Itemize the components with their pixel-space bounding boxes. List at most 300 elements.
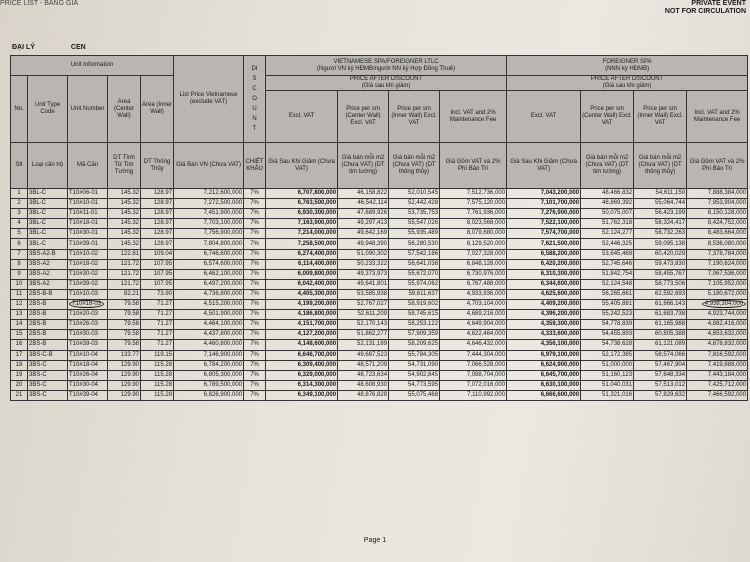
table-cell: 7% <box>244 350 266 360</box>
table-cell: 7,163,900,000 <box>266 219 338 229</box>
unit-info-header: Unit Information <box>11 56 174 76</box>
table-cell: 8,023,568,000 <box>440 219 507 229</box>
table-cell: 82.21 <box>108 289 141 299</box>
table-cell: 6,789,500,000 <box>174 380 244 390</box>
table-row <box>11 279 748 289</box>
table-cell: 56,280,530 <box>389 239 440 249</box>
table-cell: T10#10-03 <box>68 289 108 299</box>
table-cell: 5,180,672,000 <box>687 289 748 299</box>
table-cell: 3BS-A2 <box>28 269 68 279</box>
table-cell: 57,648,334 <box>634 370 687 380</box>
table-cell: 79.58 <box>108 320 141 330</box>
table-cell: 54,455,893 <box>581 330 634 340</box>
table-cell: 57,513,012 <box>634 380 687 390</box>
table-cell: 4,646,432,000 <box>440 340 507 350</box>
table-cell: 7,214,000,000 <box>266 229 338 239</box>
table-cell: 54,773,595 <box>389 380 440 390</box>
table-cell: 55,935,489 <box>389 229 440 239</box>
table-cell: 52,745,646 <box>581 259 634 269</box>
table-cell: 4,437,800,000 <box>174 330 244 340</box>
table-cell: 7% <box>244 330 266 340</box>
confidential-note: PRIVATE EVENT NOT FOR CIRCULATION <box>664 0 746 15</box>
table-cell: 48,723,634 <box>338 370 389 380</box>
table-cell: 4,186,800,000 <box>266 310 338 320</box>
table-row <box>11 310 748 320</box>
table-cell: 57,829,632 <box>634 390 687 400</box>
table-cell: 6,646,700,000 <box>266 350 338 360</box>
agent-line <box>12 44 86 51</box>
table-cell: 4 <box>11 219 28 229</box>
table-cell: 79.58 <box>108 310 141 320</box>
table-cell: 6,630,100,000 <box>507 380 581 390</box>
table-cell: 6,979,100,000 <box>507 350 581 360</box>
table-cell: 6,314,300,000 <box>266 380 338 390</box>
table-cell: 145.32 <box>108 189 141 199</box>
table-cell: 53,585,938 <box>338 289 389 299</box>
table-cell: 55,784,305 <box>389 350 440 360</box>
vn-after-header: PRICE AFTER DISCOUNT (Giá sau khi giảm) <box>266 76 507 91</box>
col-unit-type: Unit Type Code <box>28 76 68 143</box>
col-fr-price-inner: Price per sm (Inner Wall) Excl. VAT <box>634 91 687 143</box>
table-cell: 7,953,904,000 <box>687 199 748 209</box>
table-cell: 7,105,952,000 <box>687 279 748 289</box>
table-cell: 11 <box>11 289 28 299</box>
table-cell: 7% <box>244 390 266 400</box>
table-cell: 6,329,000,000 <box>266 370 338 380</box>
table-cell: 51,160,123 <box>581 370 634 380</box>
table-cell: 60,805,388 <box>634 330 687 340</box>
table-cell: 7,888,384,000 <box>687 189 748 199</box>
table-cell: 52,172,385 <box>581 350 634 360</box>
table-cell: 8,150,128,000 <box>687 209 748 219</box>
table-cell: 122.81 <box>108 249 141 259</box>
table-cell: 7,761,936,000 <box>440 209 507 219</box>
table-cell: 8,483,664,000 <box>687 229 748 239</box>
table-cell: 145.32 <box>108 209 141 219</box>
col-no: No. <box>11 76 28 143</box>
table-cell: 8,424,752,000 <box>687 219 748 229</box>
table-cell: 58,919,602 <box>389 300 440 310</box>
table-cell: 4,405,300,000 <box>266 289 338 299</box>
table-cell: T10#10-01 <box>68 199 108 209</box>
table-cell: 51,862,277 <box>338 330 389 340</box>
table-cell: 7,043,200,000 <box>507 189 581 199</box>
table-cell: 3BS-C <box>28 380 68 390</box>
table-cell: 7,451,900,000 <box>174 209 244 219</box>
table-cell: 2BS-B-B <box>28 289 68 299</box>
table-cell: 71.27 <box>141 320 174 330</box>
table-row <box>11 360 748 370</box>
vn-col-header: Giá bán mỗi m2 (Chưa VAT) (DT thông thủy) <box>634 143 687 189</box>
table-cell: 115.28 <box>141 380 174 390</box>
table-cell: 4,933,936,000 <box>440 289 507 299</box>
table-cell: 49,641,801 <box>338 279 389 289</box>
table-cell: T10#18-02 <box>68 259 108 269</box>
table-cell: 6,848,128,000 <box>440 259 507 269</box>
table-cell: 61,683,738 <box>634 310 687 320</box>
table-cell: 6,497,200,000 <box>174 279 244 289</box>
table-cell: 145.32 <box>108 239 141 249</box>
table-cell: 7,212,600,000 <box>174 189 244 199</box>
table-cell: 7,101,700,000 <box>507 199 581 209</box>
table-cell: 18 <box>11 360 28 370</box>
table-cell: T10#30-03 <box>68 330 108 340</box>
table-cell: 7,425,712,000 <box>687 380 748 390</box>
price-table <box>10 55 748 401</box>
table-cell: 71.27 <box>141 330 174 340</box>
table-cell: 57,467,904 <box>634 360 687 370</box>
table-cell: 9 <box>11 269 28 279</box>
table-cell: 4,625,600,000 <box>507 289 581 299</box>
table-cell: 6,666,600,000 <box>507 390 581 400</box>
table-cell: 121.72 <box>108 259 141 269</box>
table-cell: 55,974,062 <box>389 279 440 289</box>
table-cell: 7,066,528,000 <box>440 360 507 370</box>
table-cell: 6,042,400,000 <box>266 279 338 289</box>
table-cell: 6,344,600,000 <box>507 279 581 289</box>
table-row <box>11 219 748 229</box>
table-cell: 128.97 <box>141 219 174 229</box>
table-cell: 52,010,545 <box>389 189 440 199</box>
table-cell: T10#10-04 <box>68 350 108 360</box>
table-cell: 7,027,328,000 <box>440 249 507 259</box>
table-cell: T10#39-02 <box>68 279 108 289</box>
table-cell: 4,464,100,000 <box>174 320 244 330</box>
table-cell: 7,575,120,000 <box>440 199 507 209</box>
table-cell: 1 <box>11 189 28 199</box>
table-cell: 52,131,189 <box>338 340 389 350</box>
table-cell: 128.97 <box>141 229 174 239</box>
table-cell: 58,209,625 <box>389 340 440 350</box>
table-cell: 7,512,736,000 <box>440 189 507 199</box>
vn-group-header: VIETNAMESE SPA/FOREIGNER LTLC (Người VN ký HĐMB/người NN ký Hợp Đồng Thuê) <box>266 56 507 76</box>
table-cell: 48,466,832 <box>581 189 634 199</box>
table-cell: T10#39-03 <box>68 340 108 350</box>
table-cell: 4,460,800,000 <box>174 340 244 350</box>
table-cell: T10#30-02 <box>68 269 108 279</box>
table-cell: 7,190,624,000 <box>687 259 748 269</box>
table-cell: 55,405,881 <box>581 300 634 310</box>
fr-after-header: PRICE AFTER DISCOUNT (Giá sau khi giảm) <box>507 76 748 91</box>
table-cell: 145.32 <box>108 199 141 209</box>
table-cell: 121.72 <box>108 269 141 279</box>
table-row <box>11 289 748 299</box>
table-cell: 50,075,007 <box>581 209 634 219</box>
table-cell: 4,703,104,000 <box>440 300 507 310</box>
table-cell: 6,349,100,000 <box>266 390 338 400</box>
vn-col-header: Loại căn hộ <box>28 143 68 189</box>
table-cell: 8,079,680,000 <box>440 229 507 239</box>
table-cell: 21 <box>11 390 28 400</box>
vn-col-header: Giá bán mỗi m2 (Chưa VAT) (DT thông thủy) <box>389 143 440 189</box>
table-cell: 59,473,830 <box>634 259 687 269</box>
table-cell: 51,000,000 <box>581 360 634 370</box>
table-cell: 56,641,038 <box>389 259 440 269</box>
table-cell: 58,745,615 <box>389 310 440 320</box>
table-cell: 7,072,016,000 <box>440 380 507 390</box>
table-cell: 121.72 <box>108 279 141 289</box>
table-cell: 7,522,100,000 <box>507 219 581 229</box>
vn-col-header: Giá Sau Khi Giảm (Chưa VAT) <box>266 143 338 189</box>
table-cell: 58,324,417 <box>634 219 687 229</box>
table-cell: 7,703,100,000 <box>174 219 244 229</box>
table-cell: 52,767,027 <box>338 300 389 310</box>
table-cell: 2BS-B <box>28 300 68 310</box>
table-cell: 7,419,888,000 <box>687 360 748 370</box>
table-cell: 107.95 <box>141 269 174 279</box>
table-cell: 6,274,400,000 <box>266 249 338 259</box>
table-cell: 7,272,500,000 <box>174 199 244 209</box>
table-cell: 7% <box>244 269 266 279</box>
table-cell: 4,622,464,000 <box>440 330 507 340</box>
table-cell: 128.97 <box>141 189 174 199</box>
vn-col-header: Stt <box>11 143 28 189</box>
vn-col-header: DT Tính Từ Tim Tường <box>108 143 141 189</box>
table-cell: 129.90 <box>108 360 141 370</box>
vn-col-header: Giá Gồm VAT và 2% Phí Bảo Trì <box>440 143 507 189</box>
table-cell: 7% <box>244 219 266 229</box>
table-cell: 4,853,632,000 <box>687 330 748 340</box>
table-cell: 7,804,800,000 <box>174 239 244 249</box>
table-cell: 58,574,066 <box>634 350 687 360</box>
vn-col-header: Mã Căn <box>68 143 108 189</box>
table-cell: 52,170,143 <box>338 320 389 330</box>
table-cell: 4,199,200,000 <box>266 300 338 310</box>
table-cell: 4,148,600,000 <box>266 340 338 350</box>
table-cell: 7,276,900,000 <box>507 209 581 219</box>
table-cell: 56,423,199 <box>634 209 687 219</box>
table-cell: 10 <box>11 279 28 289</box>
table-row <box>11 269 748 279</box>
table-cell: 79.58 <box>108 300 141 310</box>
table-cell: 3BL-C <box>28 189 68 199</box>
table-cell: 7% <box>244 300 266 310</box>
table-cell: 6,707,800,000 <box>266 189 338 199</box>
table-cell: 15 <box>11 330 28 340</box>
table-row <box>11 340 748 350</box>
table-cell: 128.97 <box>141 209 174 219</box>
table-cell: 61,866,143 <box>634 300 687 310</box>
table-cell: 7,816,592,000 <box>687 350 748 360</box>
table-cell: 6,763,500,000 <box>266 199 338 209</box>
table-cell: 55,064,744 <box>634 199 687 209</box>
table-cell: 4,127,200,000 <box>266 330 338 340</box>
table-row <box>11 370 748 380</box>
table-cell: 7,443,184,000 <box>687 370 748 380</box>
table-cell: T10#11-01 <box>68 209 108 219</box>
table-cell: 3BL-C <box>28 239 68 249</box>
table-cell: 6,574,600,000 <box>174 259 244 269</box>
table-cell: 79.58 <box>108 340 141 350</box>
table-cell: T10#18-04 <box>68 360 108 370</box>
table-cell: 54,611,150 <box>634 189 687 199</box>
table-cell: 7% <box>244 310 266 320</box>
col-area-inner: Area (Inner Wall) <box>141 76 174 143</box>
table-row <box>11 300 748 310</box>
table-cell: 6 <box>11 239 28 249</box>
col-vn-price-inner: Price per sm (Inner Wall) Excl. VAT <box>389 91 440 143</box>
table-cell: 52,611,209 <box>338 310 389 320</box>
table-cell: 57,542,186 <box>389 249 440 259</box>
table-cell: 7% <box>244 189 266 199</box>
table-cell: 54,902,845 <box>389 370 440 380</box>
table-cell: 54,778,839 <box>581 320 634 330</box>
table-row <box>11 330 748 340</box>
table-cell: 129.90 <box>108 370 141 380</box>
table-cell: 4,501,900,000 <box>174 310 244 320</box>
table-cell: 4,356,100,000 <box>507 340 581 350</box>
table-cell: 4,409,200,000 <box>507 300 581 310</box>
vietnamese-header-row <box>11 143 748 189</box>
table-cell: 128.97 <box>141 199 174 209</box>
table-cell: 59,611,637 <box>389 289 440 299</box>
table-cell: 7% <box>244 279 266 289</box>
table-cell: 4,359,300,000 <box>507 320 581 330</box>
table-cell: 3BS-A2 <box>28 259 68 269</box>
table-cell: 4,649,904,000 <box>440 320 507 330</box>
table-cell: 48,869,392 <box>581 199 634 209</box>
table-cell: 6,730,976,000 <box>440 269 507 279</box>
table-cell: 7,110,992,000 <box>440 390 507 400</box>
table-cell: 3 <box>11 209 28 219</box>
table-cell: 115.28 <box>141 370 174 380</box>
table-cell: 6,767,488,000 <box>440 279 507 289</box>
list-price-header: List Price Vietnamese (exclude VAT) <box>174 56 244 143</box>
table-cell: 7,088,704,000 <box>440 370 507 380</box>
col-vn-incl-vat: Incl. VAT and 2% Maintenance Fee <box>440 91 507 143</box>
table-header <box>11 56 748 189</box>
table-cell: 16 <box>11 340 28 350</box>
table-cell: 6,009,800,000 <box>266 269 338 279</box>
table-cell: 107.95 <box>141 259 174 269</box>
table-cell: 46,542,114 <box>338 199 389 209</box>
table-row <box>11 239 748 249</box>
discount-header: DISCOUNT <box>244 56 266 143</box>
table-cell: T10#39-01 <box>68 239 108 249</box>
table-cell: 71.27 <box>141 310 174 320</box>
table-cell: 4,689,216,000 <box>440 310 507 320</box>
table-cell: 7,146,900,000 <box>174 350 244 360</box>
table-cell: 58,253,122 <box>389 320 440 330</box>
table-cell: 46,158,822 <box>338 189 389 199</box>
table-cell: 51,321,016 <box>581 390 634 400</box>
table-cell: 7,258,500,000 <box>266 239 338 249</box>
table-cell: 71.27 <box>141 300 174 310</box>
col-vn-excl-vat: Excl. VAT <box>266 91 338 143</box>
vn-col-header: Giá Sau Khi Giảm (Chưa VAT) <box>507 143 581 189</box>
table-cell: 6,624,900,000 <box>507 360 581 370</box>
col-area-center: Area (Center Wall) <box>108 76 141 143</box>
table-cell: 7 <box>11 249 28 259</box>
table-cell: 7% <box>244 239 266 249</box>
table-cell: 20 <box>11 380 28 390</box>
table-cell: 129.90 <box>108 380 141 390</box>
table-cell: 54,738,628 <box>581 340 634 350</box>
table-cell: 109.04 <box>141 249 174 259</box>
table-cell: 51,842,754 <box>581 269 634 279</box>
table-cell: 59,095,138 <box>634 239 687 249</box>
table-cell: 58,732,263 <box>634 229 687 239</box>
vn-col-header: Giá bán mỗi m2 (Chưa VAT) (DT tim tường) <box>581 143 634 189</box>
table-cell: 53,645,469 <box>581 249 634 259</box>
table-cell: 79.58 <box>108 330 141 340</box>
table-cell: 17 <box>11 350 28 360</box>
agent-value: CEN <box>70 44 86 51</box>
table-cell: 6,114,400,000 <box>266 259 338 269</box>
table-row <box>11 189 748 199</box>
table-cell: T10#06-01 <box>68 189 108 199</box>
table-cell: 6,462,100,000 <box>174 269 244 279</box>
table-cell: 3BL-C <box>28 219 68 229</box>
table-cell: 7% <box>244 320 266 330</box>
table-cell: 49,687,523 <box>338 350 389 360</box>
table-cell: 51,090,302 <box>338 249 389 259</box>
table-cell: 6,310,300,000 <box>507 269 581 279</box>
table-cell: 133.77 <box>108 350 141 360</box>
table-cell: 2BS-B <box>28 310 68 320</box>
table-cell: 48,571,209 <box>338 360 389 370</box>
table-cell: 7% <box>244 259 266 269</box>
table-cell: 4,333,600,000 <box>507 330 581 340</box>
table-cell: 115.28 <box>141 360 174 370</box>
table-row <box>11 209 748 219</box>
table-cell: 52,124,548 <box>581 279 634 289</box>
table-cell: 12 <box>11 300 28 310</box>
table-cell: 49,297,413 <box>338 219 389 229</box>
table-cell: 5 <box>11 229 28 239</box>
col-vn-price-center: Price per sm (Center Wall) Excl. VAT <box>338 91 389 143</box>
table-cell: 128.97 <box>141 239 174 249</box>
table-cell: 55,547,026 <box>389 219 440 229</box>
table-cell: 3BS-C <box>28 370 68 380</box>
table-cell: 73.90 <box>141 289 174 299</box>
table-cell: 8 <box>11 259 28 269</box>
table-cell: 7% <box>244 249 266 259</box>
table-cell: 3BL-C <box>28 199 68 209</box>
table-cell: 58,773,506 <box>634 279 687 289</box>
table-cell: 7% <box>244 209 266 219</box>
table-cell: 6,826,900,000 <box>174 390 244 400</box>
table-cell: 3BS-C <box>28 390 68 400</box>
table-cell: 6,588,200,000 <box>507 249 581 259</box>
table-cell: 6,645,700,000 <box>507 370 581 380</box>
table-cell: 47,689,926 <box>338 209 389 219</box>
table-cell: 3BS-C <box>28 360 68 370</box>
table-cell: 50,233,322 <box>338 259 389 269</box>
table-cell: 62,592,693 <box>634 289 687 299</box>
table-cell: 61,121,089 <box>634 340 687 350</box>
table-cell: 52,442,428 <box>389 199 440 209</box>
table-cell: 53,735,753 <box>389 209 440 219</box>
table-cell: 6,930,300,000 <box>266 209 338 219</box>
table-cell: 55,075,468 <box>389 390 440 400</box>
col-fr-excl-vat: Excl. VAT <box>507 91 581 143</box>
table-cell: 14 <box>11 320 28 330</box>
table-cell: 51,762,318 <box>581 219 634 229</box>
price-list-title: PRICE LIST - BẢNG GIÁ <box>0 0 79 7</box>
table-cell: T10#26-04 <box>68 370 108 380</box>
table-row <box>11 380 748 390</box>
table-cell: 6,309,400,000 <box>266 360 338 370</box>
table-cell: T10#10-02 <box>68 249 108 259</box>
table-cell: T10#30-04 <box>68 380 108 390</box>
table-cell: 7,444,304,000 <box>440 350 507 360</box>
table-cell: 129.90 <box>108 390 141 400</box>
vn-col-header: DT Thông Thủy <box>141 143 174 189</box>
table-cell: 7% <box>244 289 266 299</box>
table-cell: 3BS-A2 <box>28 279 68 289</box>
table-cell: 13 <box>11 310 28 320</box>
